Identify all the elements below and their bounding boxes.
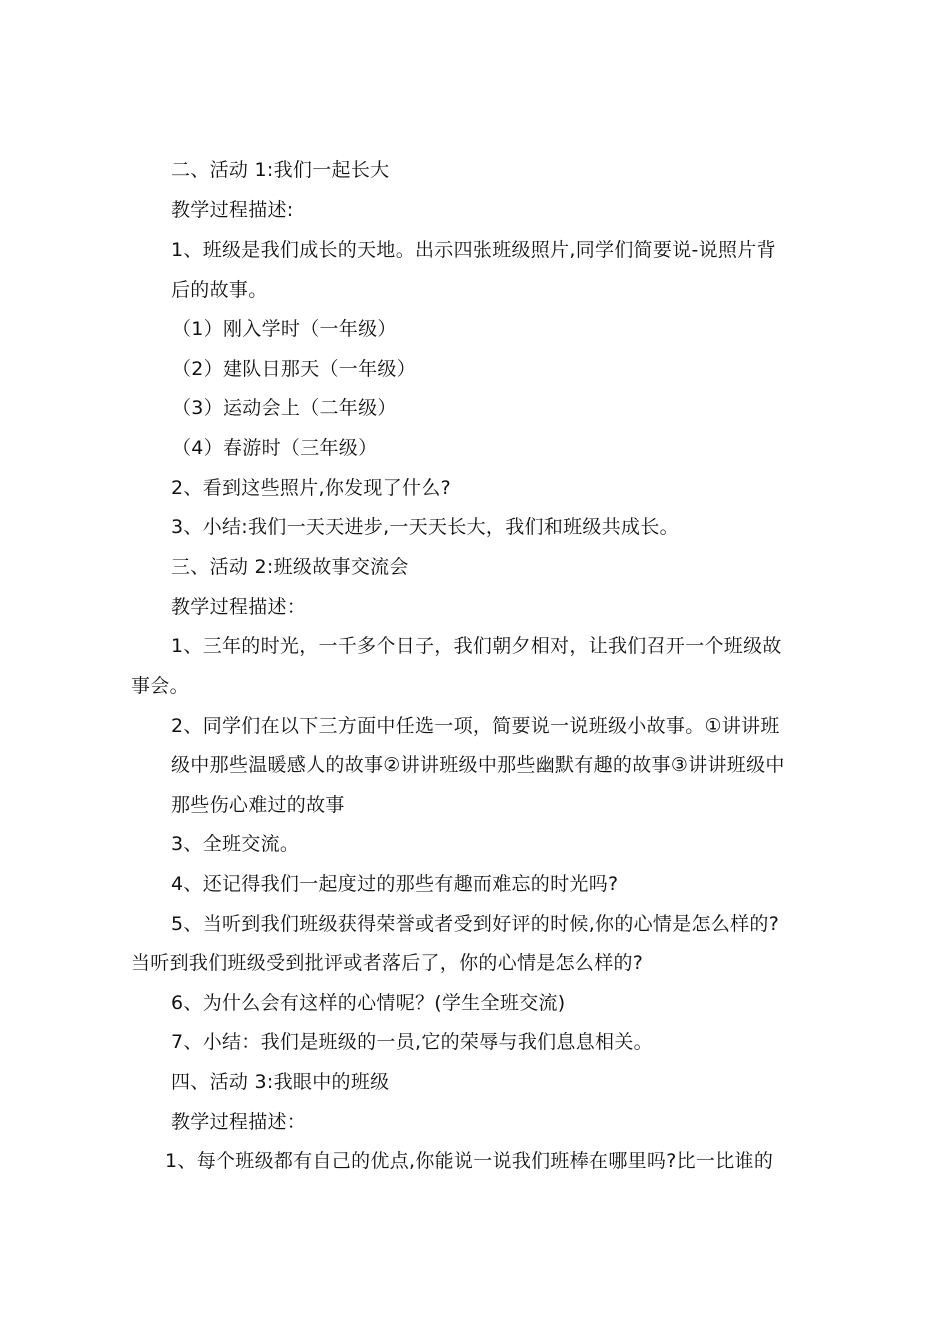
paragraph: 1、三年的时光，一千多个日子，我们朝夕相对，让我们召开一个班级故: [171, 635, 782, 657]
paragraph: 2、同学们在以下三方面中任选一项，简要说一说班级小故事。①讲讲班: [171, 715, 780, 737]
paragraph: 6、为什么会有这样的心情呢？(学生全班交流): [171, 992, 566, 1014]
paragraph-continued: 那些伤心难过的故事: [171, 794, 345, 816]
paragraph: 7、小结：我们是班级的一员,它的荣辱与我们息息相关。: [171, 1031, 653, 1053]
list-item: （4）春游时（三年级）: [172, 437, 378, 459]
list-item: （2）建队日那天（一年级）: [172, 358, 416, 380]
paragraph: 2、看到这些照片,你发现了什么?: [171, 477, 452, 499]
paragraph: 3、小结:我们一天天进步,一天天长大，我们和班级共成长。: [171, 516, 679, 538]
list-item: （3）运动会上（二年级）: [172, 397, 397, 419]
paragraph: 5、当听到我们班级获得荣誉或者受到好评的时候,你的心情是怎么样的?: [171, 913, 780, 935]
process-label: 教学过程描述：: [171, 1111, 307, 1133]
heading-activity-1: 二、活动 1:我们一起长大: [171, 159, 390, 181]
paragraph-continued: 当听到我们班级受到批评或者落后了，你的心情是怎么样的?: [131, 952, 644, 974]
heading-activity-3: 四、活动 3:我眼中的班级: [171, 1071, 390, 1093]
paragraph-continued: 事会。: [131, 675, 189, 697]
paragraph-continued: 后的故事。: [171, 279, 268, 301]
paragraph: 1、每个班级都有自己的优点,你能说一说我们班棒在哪里吗?比一比谁的: [165, 1150, 774, 1172]
paragraph: 4、还记得我们一起度过的那些有趣而难忘的时光吗?: [171, 873, 619, 895]
process-label: 教学过程描述：: [171, 596, 307, 618]
paragraph: 1、班级是我们成长的天地。出示四张班级照片,同学们简要说-说照片背: [171, 239, 776, 261]
paragraph-continued: 级中那些温暖感人的故事②讲讲班级中那些幽默有趣的故事③讲讲班级中: [171, 754, 785, 776]
process-label: 教学过程描述:: [171, 199, 294, 221]
heading-activity-2: 三、活动 2:班级故事交流会: [171, 556, 409, 578]
paragraph: 3、全班交流。: [171, 833, 300, 855]
list-item: （1）刚入学时（一年级）: [172, 318, 397, 340]
